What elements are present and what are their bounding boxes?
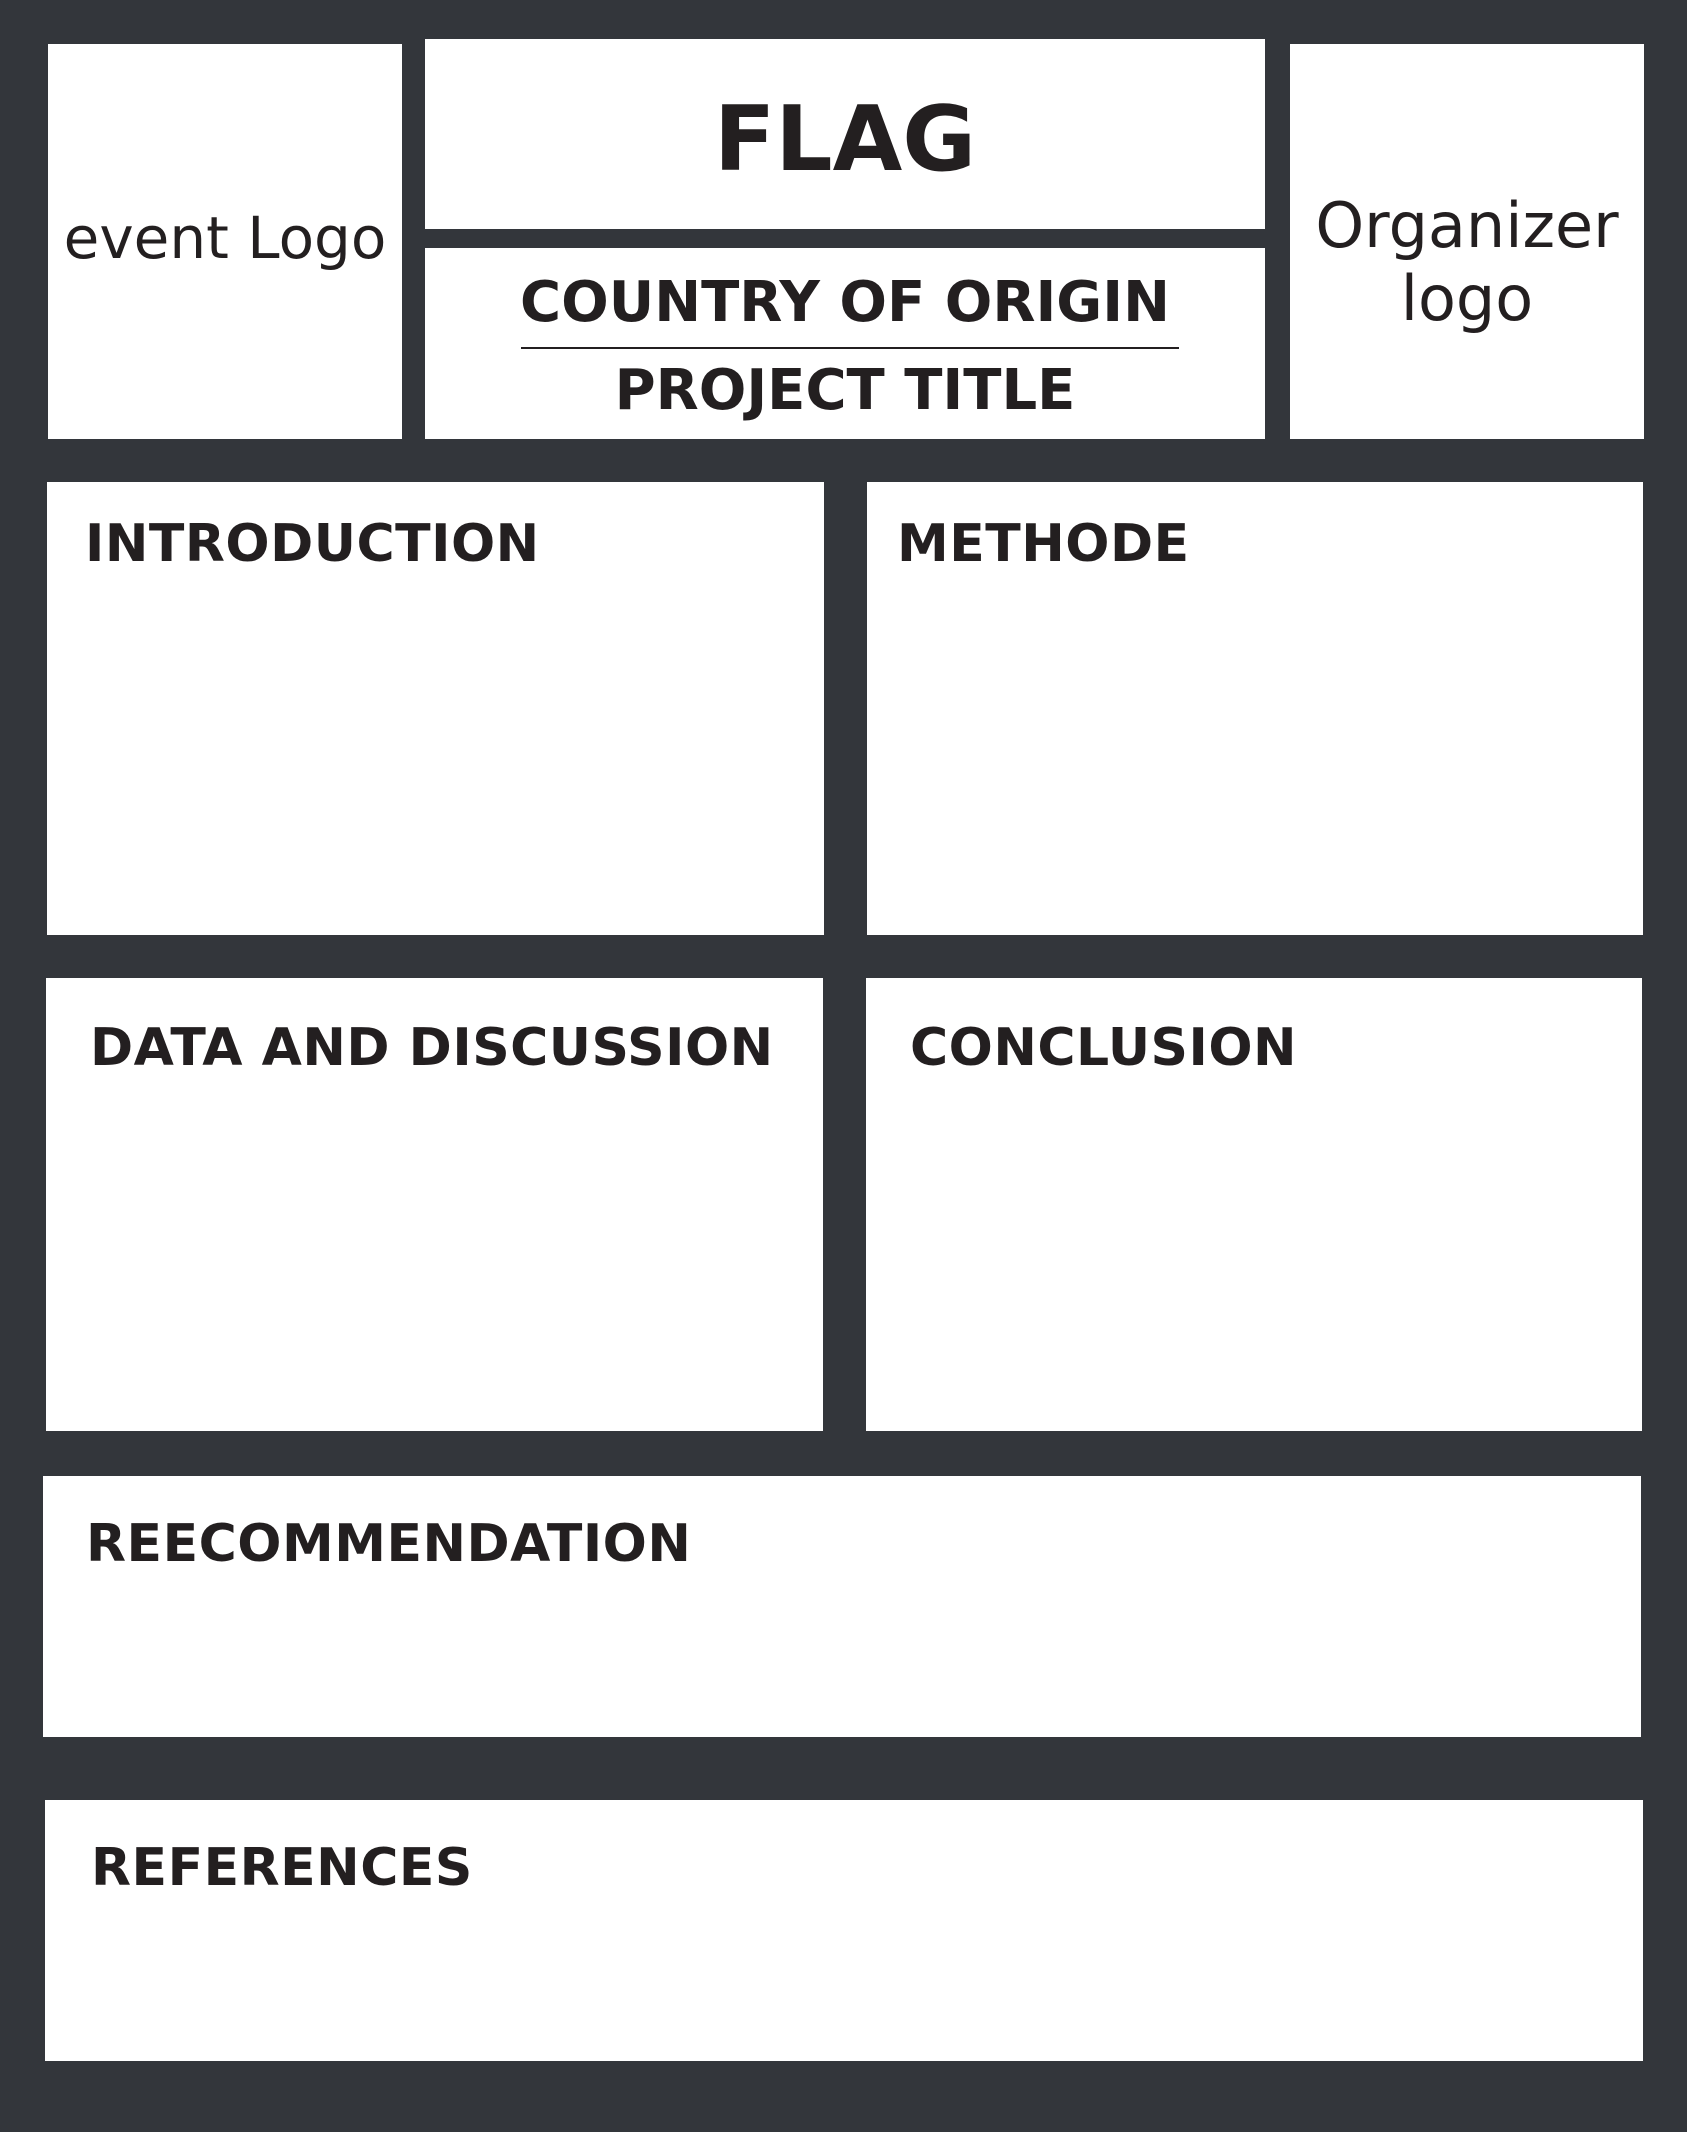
flag-label: FLAG — [713, 87, 977, 192]
references-heading: REFERENCES — [91, 1838, 473, 1898]
flag-panel — [425, 39, 1265, 229]
event-logo-panel — [48, 44, 402, 439]
organizer-logo-line2: logo — [1400, 262, 1534, 336]
event-logo-label: event Logo — [63, 204, 387, 272]
references-section — [45, 1800, 1643, 2061]
recommendation-heading: REECOMMENDATION — [86, 1514, 692, 1574]
recommendation-section — [43, 1476, 1641, 1737]
title-divider — [521, 347, 1179, 349]
organizer-logo-line1: Organizer — [1315, 189, 1619, 262]
country-of-origin: COUNTRY OF ORIGIN — [520, 270, 1170, 335]
project-title: PROJECT TITLE — [614, 358, 1076, 423]
conclusion-section — [866, 978, 1642, 1431]
introduction-heading: INTRODUCTION — [85, 514, 540, 574]
data-discussion-section — [46, 978, 823, 1431]
methode-heading: METHODE — [897, 514, 1190, 574]
introduction-section — [47, 482, 824, 935]
title-panel — [425, 248, 1265, 439]
organizer-logo-panel — [1290, 44, 1644, 439]
data-discussion-heading: DATA AND DISCUSSION — [90, 1018, 774, 1078]
conclusion-heading: CONCLUSION — [910, 1018, 1298, 1078]
methode-section — [867, 482, 1643, 935]
organizer-logo-label — [1290, 189, 1644, 335]
